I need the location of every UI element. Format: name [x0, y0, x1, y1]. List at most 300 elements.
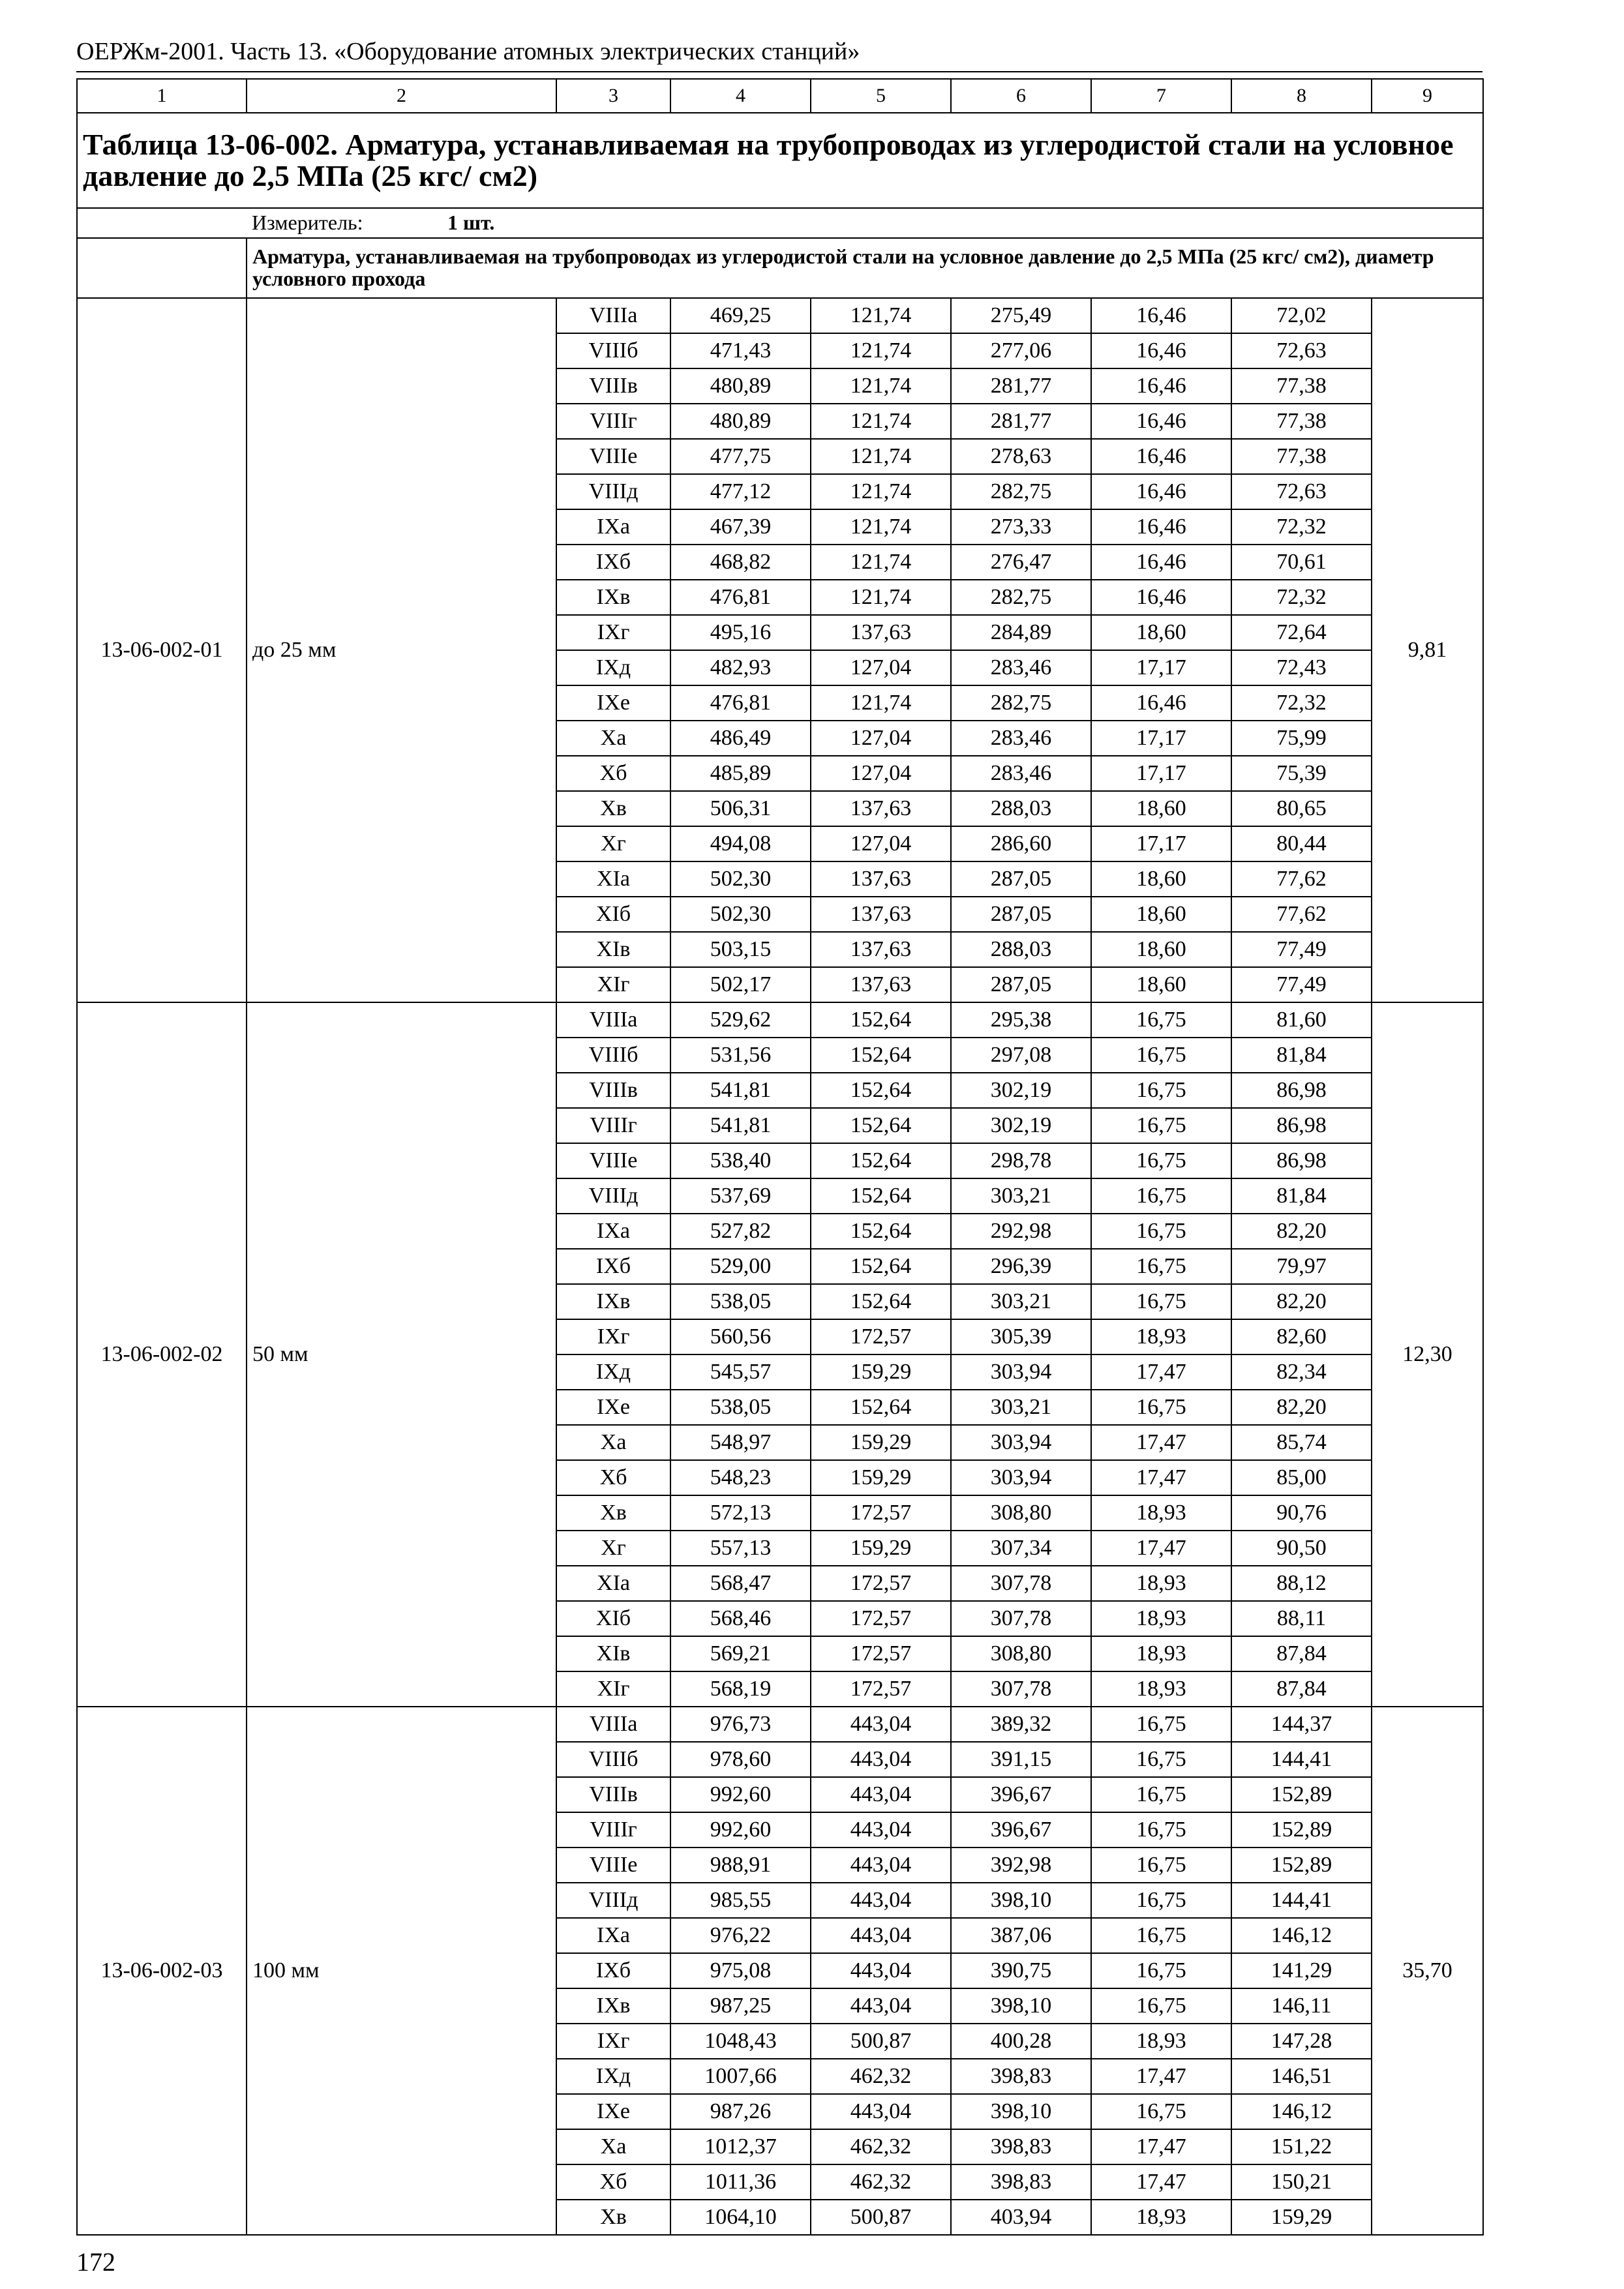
- value-cell: 88,11: [1231, 1601, 1372, 1636]
- value-cell: 16,75: [1091, 1777, 1231, 1812]
- value-cell: 287,05: [951, 897, 1091, 932]
- value-cell: 17,17: [1091, 721, 1231, 756]
- value-cell: 17,47: [1091, 2059, 1231, 2094]
- value-cell: 159,29: [811, 1531, 951, 1566]
- value-cell: 144,37: [1231, 1707, 1372, 1742]
- value-cell: 127,04: [811, 756, 951, 791]
- value-cell: 17,47: [1091, 1354, 1231, 1390]
- value-cell: 282,75: [951, 580, 1091, 615]
- value-cell: 16,75: [1091, 1002, 1231, 1038]
- value-cell: 281,77: [951, 368, 1091, 404]
- value-cell: 398,10: [951, 2094, 1091, 2129]
- code-cell: 13-06-002-02: [77, 1002, 247, 1707]
- code-cell: 13-06-002-03: [77, 1707, 247, 2235]
- value-cell: 152,64: [811, 1390, 951, 1425]
- table-row: [77, 1002, 1483, 1038]
- value-cell: 77,62: [1231, 861, 1372, 897]
- region-cell: IXб: [556, 545, 670, 580]
- region-cell: IXе: [556, 1390, 670, 1425]
- value-cell: 307,34: [951, 1531, 1091, 1566]
- value-cell: 121,74: [811, 368, 951, 404]
- value-cell: 137,63: [811, 897, 951, 932]
- value-cell: 482,93: [670, 650, 811, 685]
- value-cell: 276,47: [951, 545, 1091, 580]
- value-cell: 1007,66: [670, 2059, 811, 2094]
- value-cell: 137,63: [811, 861, 951, 897]
- value-cell: 992,60: [670, 1812, 811, 1848]
- value-cell: 18,93: [1091, 1636, 1231, 1671]
- value-cell: 502,30: [670, 897, 811, 932]
- value-cell: 987,25: [670, 1988, 811, 2024]
- value-cell: 16,46: [1091, 474, 1231, 509]
- value-cell: 443,04: [811, 2094, 951, 2129]
- value-cell: 277,06: [951, 333, 1091, 368]
- value-cell: 396,67: [951, 1777, 1091, 1812]
- column-number: 6: [951, 79, 1091, 113]
- region-cell: VIIIе: [556, 439, 670, 474]
- table-row: [77, 1707, 1483, 1742]
- value-cell: 282,75: [951, 685, 1091, 721]
- value-cell: 16,46: [1091, 404, 1231, 439]
- value-cell: 391,15: [951, 1742, 1091, 1777]
- value-cell: 302,19: [951, 1073, 1091, 1108]
- region-cell: IXа: [556, 1918, 670, 1953]
- unit-label: Измеритель:: [252, 211, 363, 235]
- value-cell: 443,04: [811, 1918, 951, 1953]
- region-cell: IXб: [556, 1249, 670, 1284]
- region-cell: VIIIв: [556, 1777, 670, 1812]
- value-cell: 75,39: [1231, 756, 1372, 791]
- table-title-row: [77, 113, 1483, 208]
- value-cell: 17,17: [1091, 756, 1231, 791]
- value-cell: 77,38: [1231, 439, 1372, 474]
- value-cell: 16,75: [1091, 1707, 1231, 1742]
- value-cell: 72,43: [1231, 650, 1372, 685]
- value-cell: 398,83: [951, 2059, 1091, 2094]
- value-cell: 462,32: [811, 2164, 951, 2200]
- region-cell: XIв: [556, 1636, 670, 1671]
- value-cell: 146,51: [1231, 2059, 1372, 2094]
- value-cell: 18,60: [1091, 615, 1231, 650]
- document-header: ОЕРЖм-2001. Часть 13. «Оборудование атомных электрических станций»: [76, 38, 860, 65]
- value-cell: 308,80: [951, 1495, 1091, 1531]
- region-cell: IXг: [556, 2024, 670, 2059]
- value-cell: 308,80: [951, 1636, 1091, 1671]
- region-cell: IXд: [556, 1354, 670, 1390]
- value-cell: 16,75: [1091, 1108, 1231, 1143]
- value-cell: 137,63: [811, 615, 951, 650]
- region-cell: IXе: [556, 2094, 670, 2129]
- region-cell: VIIIв: [556, 1073, 670, 1108]
- value-cell: 151,22: [1231, 2129, 1372, 2164]
- value-cell: 16,46: [1091, 368, 1231, 404]
- region-cell: IXе: [556, 685, 670, 721]
- value-cell: 568,47: [670, 1566, 811, 1601]
- value-cell: 137,63: [811, 791, 951, 826]
- region-cell: VIIIб: [556, 333, 670, 368]
- value-cell: 295,38: [951, 1002, 1091, 1038]
- region-cell: XIг: [556, 967, 670, 1002]
- value-cell: 150,21: [1231, 2164, 1372, 2200]
- value-cell: 283,46: [951, 756, 1091, 791]
- value-cell: 81,84: [1231, 1178, 1372, 1214]
- value-cell: 443,04: [811, 1988, 951, 2024]
- value-cell: 16,75: [1091, 1178, 1231, 1214]
- value-cell: 476,81: [670, 580, 811, 615]
- diameter-cell: до 25 мм: [247, 298, 556, 1002]
- region-cell: Xг: [556, 1531, 670, 1566]
- value-cell: 121,74: [811, 439, 951, 474]
- region-cell: IXг: [556, 1319, 670, 1354]
- table-body: [77, 79, 1483, 2235]
- value-cell: 486,49: [670, 721, 811, 756]
- value-cell: 86,98: [1231, 1108, 1372, 1143]
- region-cell: IXв: [556, 1284, 670, 1319]
- column-number: 3: [556, 79, 670, 113]
- value-cell: 506,31: [670, 791, 811, 826]
- value-cell: 307,78: [951, 1601, 1091, 1636]
- value-cell: 18,60: [1091, 932, 1231, 967]
- value-cell: 443,04: [811, 1953, 951, 1988]
- value-cell: 16,46: [1091, 439, 1231, 474]
- region-cell: VIIIа: [556, 1002, 670, 1038]
- value-cell: 303,21: [951, 1284, 1091, 1319]
- value-cell: 90,76: [1231, 1495, 1372, 1531]
- value-cell: 16,75: [1091, 1038, 1231, 1073]
- value-cell: 495,16: [670, 615, 811, 650]
- region-cell: Xб: [556, 1460, 670, 1495]
- value-cell: 568,46: [670, 1601, 811, 1636]
- column-number: 1: [77, 79, 247, 113]
- value-cell: 152,64: [811, 1002, 951, 1038]
- value-cell: 503,15: [670, 932, 811, 967]
- value-cell: 152,64: [811, 1143, 951, 1178]
- value-cell: 80,44: [1231, 826, 1372, 861]
- value-cell: 18,60: [1091, 861, 1231, 897]
- value-cell: 79,97: [1231, 1249, 1372, 1284]
- value-cell: 127,04: [811, 826, 951, 861]
- value-cell: 305,39: [951, 1319, 1091, 1354]
- region-cell: VIIIг: [556, 404, 670, 439]
- region-cell: XIа: [556, 1566, 670, 1601]
- value-cell: 72,64: [1231, 615, 1372, 650]
- value-cell: 389,32: [951, 1707, 1091, 1742]
- value-cell: 16,75: [1091, 1390, 1231, 1425]
- value-cell: 975,08: [670, 1953, 811, 1988]
- value-cell: 152,64: [811, 1073, 951, 1108]
- value-cell: 398,10: [951, 1988, 1091, 2024]
- value-cell: 88,12: [1231, 1566, 1372, 1601]
- value-cell: 502,17: [670, 967, 811, 1002]
- region-cell: Xб: [556, 2164, 670, 2200]
- value-cell: 572,13: [670, 1495, 811, 1531]
- value-cell: 988,91: [670, 1848, 811, 1883]
- region-cell: VIIIг: [556, 1108, 670, 1143]
- value-cell: 80,65: [1231, 791, 1372, 826]
- header-rule: [76, 71, 1482, 72]
- value-cell: 296,39: [951, 1249, 1091, 1284]
- value-cell: 127,04: [811, 721, 951, 756]
- value-cell: 443,04: [811, 1742, 951, 1777]
- value-cell: 548,23: [670, 1460, 811, 1495]
- value-cell: 141,29: [1231, 1953, 1372, 1988]
- value-cell: 16,75: [1091, 1953, 1231, 1988]
- value-cell: 297,08: [951, 1038, 1091, 1073]
- value-cell: 537,69: [670, 1178, 811, 1214]
- value-cell: 72,32: [1231, 509, 1372, 545]
- group-title: Арматура, устанавливаемая на трубопроводах из углеродистой стали на условное давление до 2,5 МПа (25 кгс/ см2), диаметр условного прохода: [247, 238, 1483, 298]
- region-cell: IXа: [556, 509, 670, 545]
- region-cell: Xв: [556, 791, 670, 826]
- value-cell: 152,64: [811, 1284, 951, 1319]
- value-cell: 127,04: [811, 650, 951, 685]
- value-cell: 568,19: [670, 1671, 811, 1707]
- value-cell: 16,75: [1091, 1988, 1231, 2024]
- value-cell: 390,75: [951, 1953, 1091, 1988]
- value-cell: 152,64: [811, 1214, 951, 1249]
- value-cell: 16,75: [1091, 1812, 1231, 1848]
- value-cell: 298,78: [951, 1143, 1091, 1178]
- value-cell: 443,04: [811, 1777, 951, 1812]
- region-cell: Xа: [556, 1425, 670, 1460]
- value-cell: 1048,43: [670, 2024, 811, 2059]
- value-cell: 82,60: [1231, 1319, 1372, 1354]
- value-cell: 443,04: [811, 1883, 951, 1918]
- value-cell: 72,32: [1231, 580, 1372, 615]
- column-number: 2: [247, 79, 556, 113]
- value-cell: 18,93: [1091, 1495, 1231, 1531]
- value-cell: 480,89: [670, 368, 811, 404]
- value-cell: 172,57: [811, 1601, 951, 1636]
- value-cell: 477,75: [670, 439, 811, 474]
- value-cell: 16,75: [1091, 1848, 1231, 1883]
- value-cell: 18,93: [1091, 1319, 1231, 1354]
- value-cell: 392,98: [951, 1848, 1091, 1883]
- value-cell: 500,87: [811, 2024, 951, 2059]
- value-cell: 303,21: [951, 1178, 1091, 1214]
- value-cell: 16,75: [1091, 1284, 1231, 1319]
- value-cell: 462,32: [811, 2129, 951, 2164]
- region-cell: Xа: [556, 2129, 670, 2164]
- value-cell: 16,75: [1091, 1918, 1231, 1953]
- value-cell: 273,33: [951, 509, 1091, 545]
- value-cell: 557,13: [670, 1531, 811, 1566]
- value-cell: 87,84: [1231, 1671, 1372, 1707]
- value-cell: 16,46: [1091, 545, 1231, 580]
- value-cell: 275,49: [951, 298, 1091, 333]
- value-cell: 137,63: [811, 932, 951, 967]
- value-cell: 17,47: [1091, 1531, 1231, 1566]
- value-cell: 18,93: [1091, 1601, 1231, 1636]
- table-title: Таблица 13-06-002. Арматура, устанавливаемая на трубопроводах из углеродистой стали на условное давление до 2,5 МПа (25 кгс/ см2): [77, 113, 1483, 208]
- value-cell: 18,60: [1091, 897, 1231, 932]
- region-cell: Xг: [556, 826, 670, 861]
- region-cell: VIIIе: [556, 1848, 670, 1883]
- value-cell: 17,17: [1091, 650, 1231, 685]
- value-cell: 303,94: [951, 1460, 1091, 1495]
- value-cell: 72,32: [1231, 685, 1372, 721]
- region-cell: VIIIе: [556, 1143, 670, 1178]
- value-cell: 146,12: [1231, 2094, 1372, 2129]
- value-cell: 468,82: [670, 545, 811, 580]
- value-cell: 283,46: [951, 721, 1091, 756]
- value-cell: 18,93: [1091, 1566, 1231, 1601]
- value-cell: 529,00: [670, 1249, 811, 1284]
- value-cell: 992,60: [670, 1777, 811, 1812]
- value-cell: 16,46: [1091, 685, 1231, 721]
- value-cell: 144,41: [1231, 1883, 1372, 1918]
- value-cell: 86,98: [1231, 1073, 1372, 1108]
- value-cell: 147,28: [1231, 2024, 1372, 2059]
- value-cell: 302,19: [951, 1108, 1091, 1143]
- group-title-row: [77, 238, 1483, 298]
- value-cell: 480,89: [670, 404, 811, 439]
- value-cell: 287,05: [951, 967, 1091, 1002]
- value-cell: 16,75: [1091, 1073, 1231, 1108]
- value-cell: 396,67: [951, 1812, 1091, 1848]
- region-cell: IXв: [556, 1988, 670, 2024]
- value-cell: 538,05: [670, 1284, 811, 1319]
- value-cell: 494,08: [670, 826, 811, 861]
- table-row: [77, 298, 1483, 333]
- value-cell: 287,05: [951, 861, 1091, 897]
- value-cell: 545,57: [670, 1354, 811, 1390]
- value-cell: 569,21: [670, 1636, 811, 1671]
- value-cell: 85,74: [1231, 1425, 1372, 1460]
- diameter-cell: 50 мм: [247, 1002, 556, 1707]
- region-cell: Xа: [556, 721, 670, 756]
- value-cell: 398,10: [951, 1883, 1091, 1918]
- value-cell: 17,47: [1091, 2164, 1231, 2200]
- region-cell: XIв: [556, 932, 670, 967]
- value-cell: 985,55: [670, 1883, 811, 1918]
- region-cell: VIIIа: [556, 298, 670, 333]
- value-cell: 286,60: [951, 826, 1091, 861]
- value-cell: 471,43: [670, 333, 811, 368]
- value-cell: 77,49: [1231, 967, 1372, 1002]
- value-cell: 467,39: [670, 509, 811, 545]
- value-cell: 159,29: [811, 1425, 951, 1460]
- value-cell: 398,83: [951, 2164, 1091, 2200]
- value-cell: 398,83: [951, 2129, 1091, 2164]
- value-cell: 531,56: [670, 1038, 811, 1073]
- column-number: 9: [1372, 79, 1483, 113]
- value-cell: 75,99: [1231, 721, 1372, 756]
- value-cell: 303,94: [951, 1354, 1091, 1390]
- value-cell: 1012,37: [670, 2129, 811, 2164]
- value-cell: 152,64: [811, 1249, 951, 1284]
- column-number: 8: [1231, 79, 1372, 113]
- value-cell: 281,77: [951, 404, 1091, 439]
- value-cell: 282,75: [951, 474, 1091, 509]
- region-cell: Xб: [556, 756, 670, 791]
- value-cell: 152,64: [811, 1038, 951, 1073]
- value-cell: 485,89: [670, 756, 811, 791]
- value-cell: 159,29: [811, 1354, 951, 1390]
- value-cell: 70,61: [1231, 545, 1372, 580]
- unit-spacer: [77, 208, 247, 238]
- value-cell: 152,64: [811, 1178, 951, 1214]
- value-cell: 121,74: [811, 298, 951, 333]
- value-cell: 121,74: [811, 474, 951, 509]
- value-cell: 16,75: [1091, 1883, 1231, 1918]
- value-cell: 307,78: [951, 1671, 1091, 1707]
- value-cell: 172,57: [811, 1495, 951, 1531]
- value-cell: 82,20: [1231, 1284, 1372, 1319]
- value-cell: 121,74: [811, 509, 951, 545]
- value-cell: 541,81: [670, 1073, 811, 1108]
- value-cell: 16,46: [1091, 580, 1231, 615]
- region-cell: VIIIв: [556, 368, 670, 404]
- value-cell: 16,46: [1091, 298, 1231, 333]
- value-cell: 87,84: [1231, 1636, 1372, 1671]
- region-cell: IXг: [556, 615, 670, 650]
- value-cell: 17,47: [1091, 1460, 1231, 1495]
- col9-cell: 35,70: [1372, 1707, 1483, 2235]
- region-cell: IXа: [556, 1214, 670, 1249]
- region-cell: VIIIд: [556, 474, 670, 509]
- value-cell: 443,04: [811, 1848, 951, 1883]
- value-cell: 77,38: [1231, 404, 1372, 439]
- estimate-table: [76, 78, 1484, 2236]
- value-cell: 443,04: [811, 1812, 951, 1848]
- value-cell: 16,75: [1091, 1143, 1231, 1178]
- region-cell: VIIIб: [556, 1742, 670, 1777]
- value-cell: 18,93: [1091, 2200, 1231, 2235]
- value-cell: 307,78: [951, 1566, 1091, 1601]
- region-cell: IXв: [556, 580, 670, 615]
- region-cell: VIIIб: [556, 1038, 670, 1073]
- value-cell: 548,97: [670, 1425, 811, 1460]
- region-cell: VIIIд: [556, 1178, 670, 1214]
- value-cell: 469,25: [670, 298, 811, 333]
- value-cell: 987,26: [670, 2094, 811, 2129]
- value-cell: 477,12: [670, 474, 811, 509]
- value-cell: 17,47: [1091, 2129, 1231, 2164]
- region-cell: IXд: [556, 650, 670, 685]
- value-cell: 17,17: [1091, 826, 1231, 861]
- value-cell: 387,06: [951, 1918, 1091, 1953]
- value-cell: 72,63: [1231, 333, 1372, 368]
- value-cell: 18,60: [1091, 791, 1231, 826]
- value-cell: 500,87: [811, 2200, 951, 2235]
- value-cell: 90,50: [1231, 1531, 1372, 1566]
- value-cell: 146,12: [1231, 1918, 1372, 1953]
- value-cell: 172,57: [811, 1566, 951, 1601]
- value-cell: 303,21: [951, 1390, 1091, 1425]
- value-cell: 1064,10: [670, 2200, 811, 2235]
- value-cell: 121,74: [811, 580, 951, 615]
- value-cell: 538,40: [670, 1143, 811, 1178]
- value-cell: 146,11: [1231, 1988, 1372, 2024]
- value-cell: 82,34: [1231, 1354, 1372, 1390]
- diameter-cell: 100 мм: [247, 1707, 556, 2235]
- value-cell: 502,30: [670, 861, 811, 897]
- unit-cell: [247, 208, 1483, 238]
- value-cell: 121,74: [811, 333, 951, 368]
- value-cell: 121,74: [811, 685, 951, 721]
- column-number: 4: [670, 79, 811, 113]
- value-cell: 152,89: [1231, 1812, 1372, 1848]
- value-cell: 18,93: [1091, 2024, 1231, 2059]
- value-cell: 121,74: [811, 404, 951, 439]
- value-cell: 16,75: [1091, 1214, 1231, 1249]
- value-cell: 284,89: [951, 615, 1091, 650]
- value-cell: 81,60: [1231, 1002, 1372, 1038]
- value-cell: 462,32: [811, 2059, 951, 2094]
- value-cell: 527,82: [670, 1214, 811, 1249]
- value-cell: 77,62: [1231, 897, 1372, 932]
